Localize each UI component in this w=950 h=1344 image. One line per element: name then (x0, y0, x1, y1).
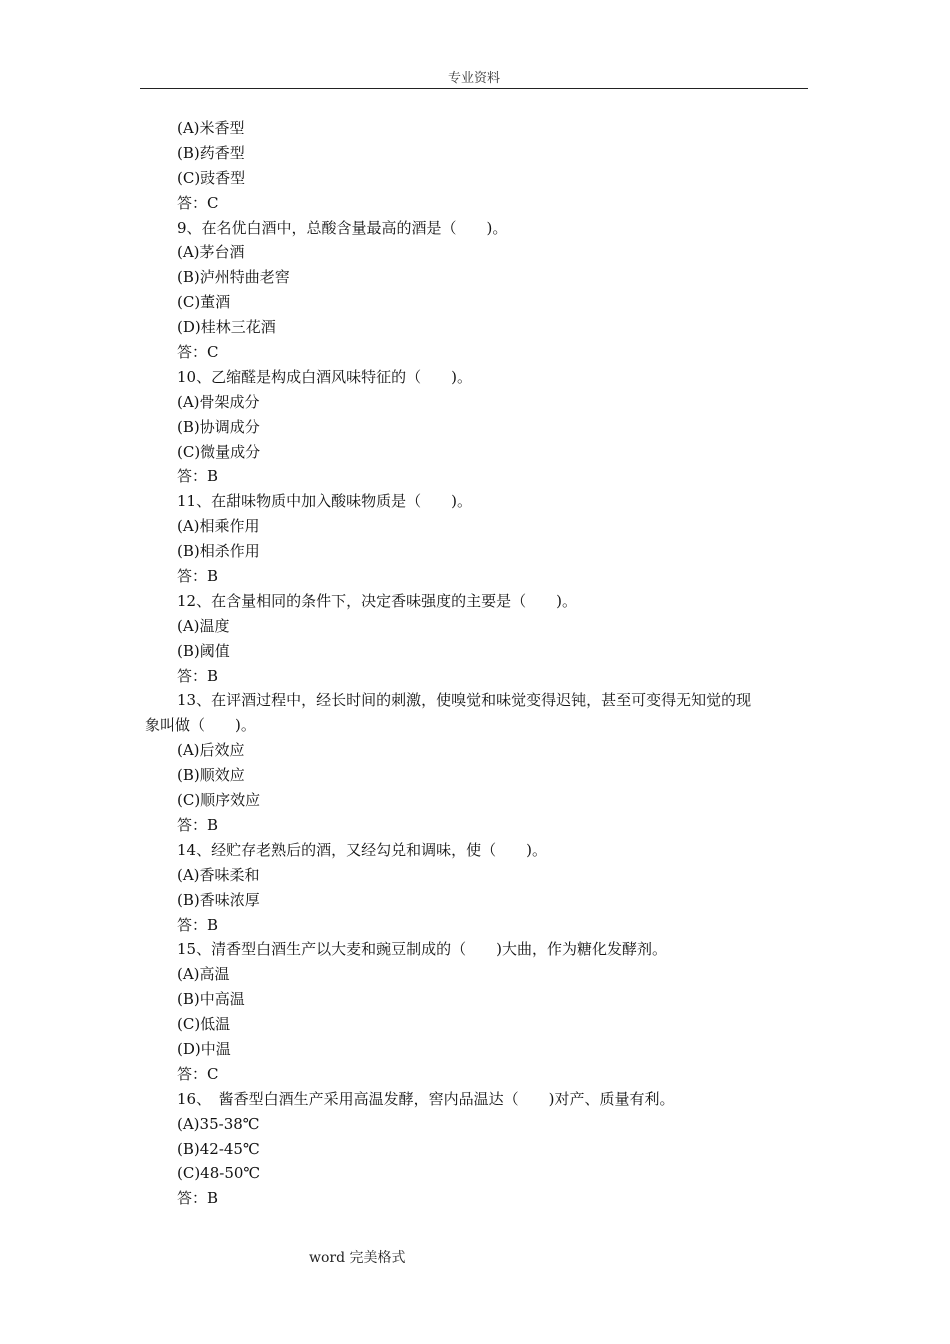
answer-line: 答：B (177, 1189, 219, 1208)
text-line: (A)后效应 (177, 741, 245, 760)
text-line: (C)48-50℃ (177, 1164, 261, 1183)
document-body (145, 116, 813, 1211)
text-line: (A)高温 (177, 965, 230, 984)
text-line: (B)42-45℃ (177, 1139, 260, 1158)
text-line: (B)药香型 (177, 143, 245, 162)
answer-line: 答：C (177, 193, 219, 212)
text-line: (D)中温 (177, 1039, 231, 1058)
answer-line: 答：B (177, 815, 219, 834)
text-line: (C)低温 (177, 1015, 231, 1034)
answer-line: 答：C (177, 343, 219, 362)
text-line: (A)温度 (177, 616, 230, 635)
text-line: (B)中高温 (177, 990, 245, 1009)
question-line: 10、乙缩醛是构成白酒风味特征的（ )。 (177, 367, 472, 386)
question-line: 13、在评酒过程中，经长时间的刺激，使嗅觉和味觉变得迟钝，甚至可变得无知觉的现 (177, 691, 752, 710)
text-line: (A)香味柔和 (177, 865, 260, 884)
page-header: 专业资料 (447, 71, 500, 86)
text-line: (A)相乘作用 (177, 517, 260, 536)
answer-line: 答：B (177, 467, 219, 486)
question-line: 11、在甜味物质中加入酸味物质是（ )。 (177, 492, 472, 511)
text-line: (C)微量成分 (177, 442, 261, 461)
page-footer: word 完美格式 (309, 1250, 406, 1266)
text-line: (C)顺序效应 (177, 791, 261, 810)
text-line: (A)茅台酒 (177, 243, 245, 262)
answer-line: 答：C (177, 1064, 219, 1083)
question-line: 15、清香型白酒生产以大麦和豌豆制成的（ )大曲，作为糖化发酵剂。 (177, 940, 667, 959)
text-line: (C)豉香型 (177, 168, 246, 187)
text-line: (A)骨架成分 (177, 392, 260, 411)
answer-line: 答：B (177, 567, 219, 586)
question-line: 16、 酱香型白酒生产采用高温发酵，窖内品温达（ )对产、质量有利。 (177, 1089, 675, 1108)
text-line: (B)阈值 (177, 641, 230, 660)
text-line: (B)协调成分 (177, 417, 260, 436)
text-line: (B)顺效应 (177, 766, 245, 785)
header-rule (140, 88, 808, 89)
answer-line: 答：B (177, 915, 219, 934)
text-line: (B)泸州特曲老窖 (177, 268, 290, 287)
answer-line: 答：B (177, 666, 219, 685)
question-line: 9、在名优白酒中，总酸含量最高的酒是（ )。 (177, 218, 508, 237)
text-line: (B)相杀作用 (177, 542, 260, 561)
text-line: (A)米香型 (177, 119, 245, 137)
question-line: 14、经贮存老熟后的酒，又经勾兑和调味，使（ )。 (177, 840, 547, 859)
question-line-continued: 象叫做（ )。 (145, 716, 256, 735)
text-line: (D)桂林三花酒 (177, 318, 276, 337)
text-line: (C)董酒 (177, 293, 231, 312)
text-line: (A)35-38℃ (177, 1114, 260, 1133)
question-line: 12、在含量相同的条件下，决定香味强度的主要是（ )。 (177, 591, 577, 610)
text-line: (B)香味浓厚 (177, 890, 260, 909)
